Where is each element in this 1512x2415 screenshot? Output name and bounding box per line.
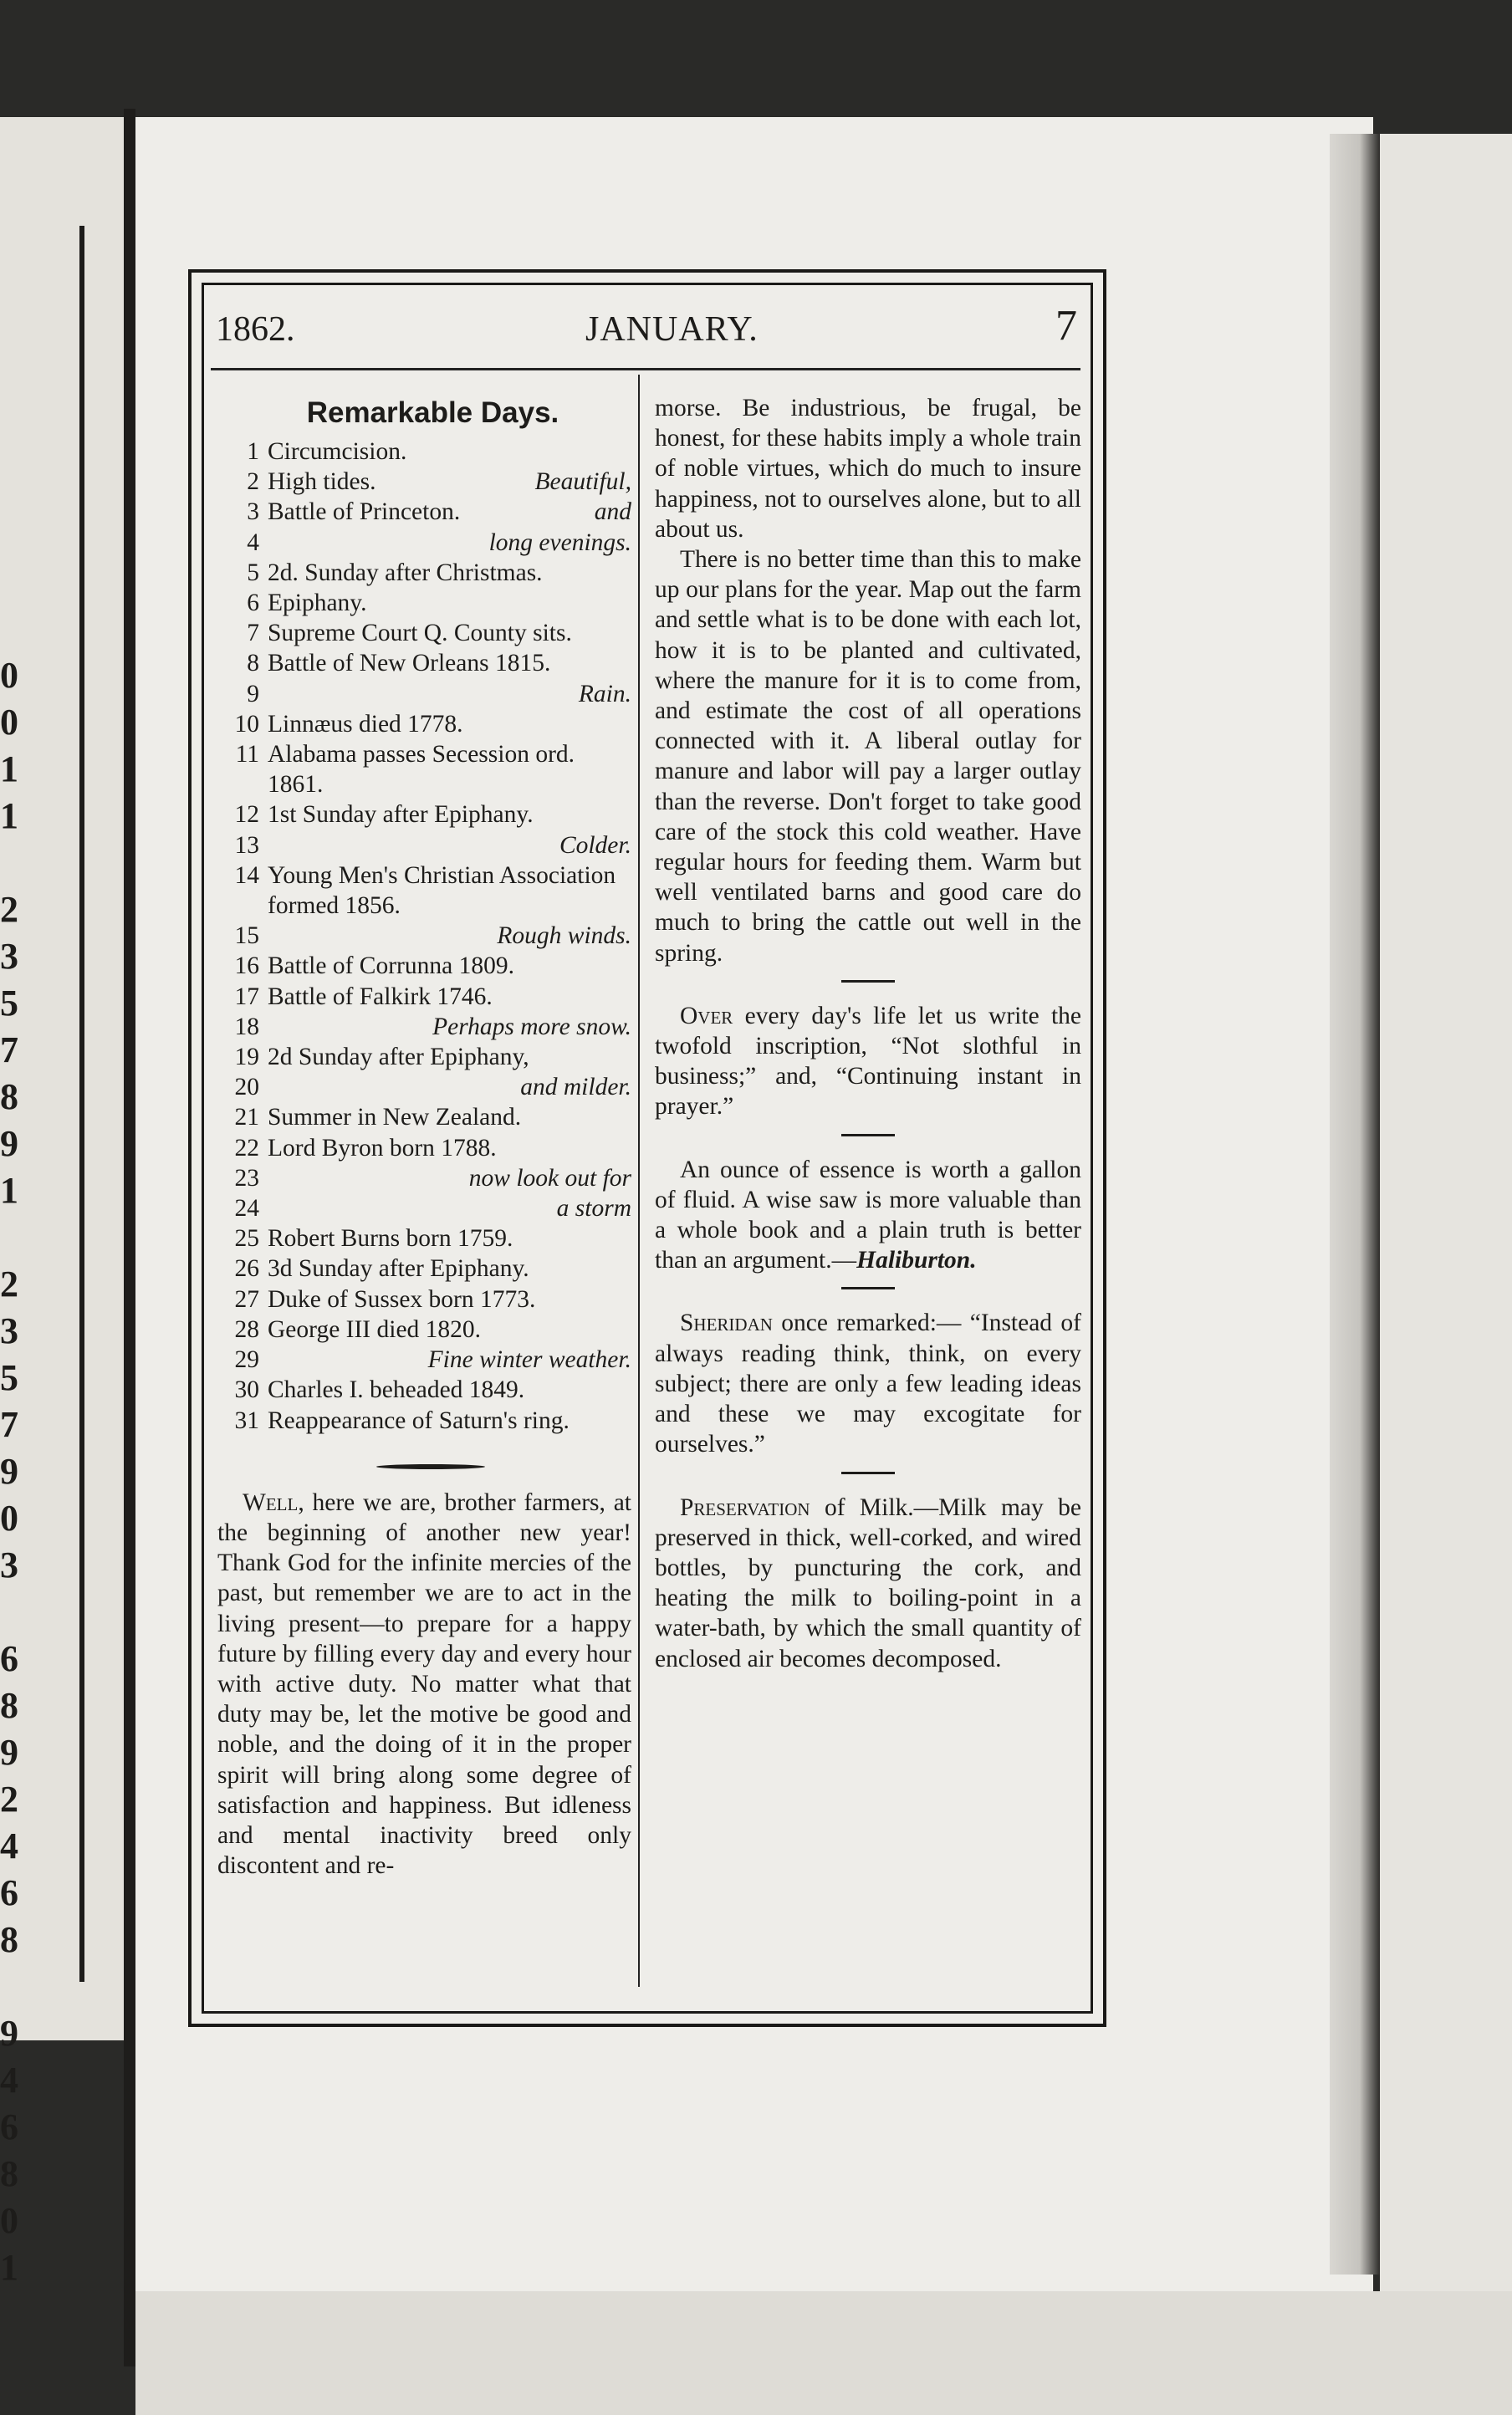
- facing-page-number: 1: [0, 795, 18, 836]
- remarkable-day-row: [217, 588, 631, 618]
- day-event: Linnæus died 1778.: [268, 710, 463, 738]
- page-number: 7: [1055, 302, 1077, 350]
- item-ounce-author: Haliburton.: [856, 1247, 977, 1274]
- header-year: 1862.: [216, 310, 295, 349]
- facing-page-number: [0, 840, 33, 886]
- item-milk: [655, 1493, 1081, 1674]
- day-event: 3d Sunday after Epiphany.: [268, 1255, 529, 1283]
- day-event: High tides. Beautiful,: [268, 467, 631, 497]
- remarkable-day-row: [217, 951, 631, 981]
- remarkable-day-row: [217, 1193, 631, 1223]
- remarkable-day-row: [217, 921, 631, 951]
- day-number: 21: [234, 1104, 259, 1131]
- right-column: [655, 393, 1081, 1674]
- facing-page-number: 8: [0, 1685, 18, 1726]
- day-number: 26: [234, 1255, 259, 1283]
- day-number: 8: [247, 650, 259, 677]
- facing-page-number: 0: [0, 2200, 18, 2241]
- item-sheridan-lead: Sheridan: [680, 1310, 773, 1337]
- facing-page-number: 9: [0, 2013, 18, 2054]
- day-event: Battle of Falkirk 1746.: [268, 983, 493, 1010]
- facing-page-number: 3: [0, 936, 18, 977]
- day-number: 6: [247, 590, 259, 617]
- remarkable-day-row: [217, 1163, 631, 1193]
- remarkable-day-row: [217, 799, 631, 830]
- day-number: 5: [247, 559, 259, 586]
- day-number: 7: [247, 620, 259, 647]
- day-weather: now look out for: [468, 1164, 631, 1192]
- essay-paragraph-2: There is no better time than this to make up our plans for the year. Map out the farm and settle what is to be done with each lot, how it is to be planted and cultivated, where the manure for it is to come from, and estimate the cost of all operations connected with it. A liberal outlay for manure and labor will pay a larger outlay than the reverse. Don't forget to take good care of the stock this cold weather. Have regular hours for feeding them. Warm but well ventilated barns and good care do much to bring the cattle out well in the spring.: [655, 546, 1081, 967]
- day-number: 29: [234, 1346, 259, 1374]
- day-number: 10: [234, 710, 259, 738]
- facing-page-number: 1: [0, 748, 18, 789]
- remarkable-day-row: [217, 982, 631, 1012]
- remarkable-day-row: [217, 1042, 631, 1072]
- remarkable-day-row: [217, 618, 631, 648]
- essay-paragraph: [217, 1488, 631, 1881]
- day-weather: Rain.: [578, 680, 631, 707]
- day-number: 28: [234, 1315, 259, 1343]
- essay-continued: morse. Be industrious, be frugal, be honest, for these habits imply a whole train of noble virtues, which do much to insure happiness, not to ourselves alone, but to all about us.: [655, 395, 1081, 543]
- remarkable-day-row: [217, 1315, 631, 1345]
- day-event: 2d Sunday after Epiphany,: [268, 1044, 529, 1071]
- day-event: Alabama passes Secession ord. 1861.: [268, 741, 575, 799]
- divider-rule: [841, 1134, 895, 1136]
- day-number: 9: [247, 680, 259, 707]
- remarkable-day-row: [217, 679, 631, 709]
- day-event: 2d. Sunday after Christmas.: [268, 559, 543, 586]
- facing-page-number: 2: [0, 889, 18, 930]
- remarkable-day-row: [217, 437, 631, 467]
- day-event: Reappearance of Saturn's ring.: [268, 1407, 570, 1434]
- item-sheridan-body: once remarked:— “Instead of always reading think, think, on every subject; there are only a few leading ideas and these we may excogitate for ourselves.”: [655, 1310, 1081, 1458]
- facing-page-number: 1: [0, 1170, 18, 1211]
- day-event: Battle of Princeton. and: [268, 497, 631, 527]
- day-event: Lord Byron born 1788.: [268, 1134, 497, 1162]
- day-event: Battle of Corrunna 1809.: [268, 952, 514, 980]
- day-event: Battle of New Orleans 1815.: [268, 650, 551, 677]
- facing-page-number: 2: [0, 1779, 18, 1820]
- item-milk-body: of Milk.—Milk may be preserved in thick, well-corked, and wired bottles, by puncturing the cork, and heating the milk to boiling-point in a water-bath, by which the small quantity of enclosed air becomes decomposed.: [655, 1493, 1082, 1672]
- facing-page-number: 9: [0, 1732, 18, 1773]
- facing-page-number: 8: [0, 1076, 18, 1117]
- day-number: 14: [234, 861, 259, 889]
- remarkable-day-row: [217, 1102, 631, 1132]
- day-event: 1st Sunday after Epiphany.: [268, 801, 534, 829]
- day-number: 23: [234, 1164, 259, 1192]
- facing-page-number: 5: [0, 1357, 18, 1398]
- facing-page-number: 6: [0, 2106, 18, 2147]
- facing-page-number: 2: [0, 1264, 18, 1305]
- remarkable-day-row: [217, 1406, 631, 1436]
- remarkable-days-title: Remarkable Days.: [306, 396, 559, 429]
- day-number: 16: [234, 952, 259, 980]
- facing-page-number: 6: [0, 1872, 18, 1913]
- day-number: 27: [234, 1285, 259, 1313]
- ornament-rule: [376, 1464, 485, 1469]
- header-rule: [211, 368, 1080, 370]
- facing-page-number: 4: [0, 1825, 18, 1866]
- day-event: Epiphany.: [268, 590, 367, 617]
- day-event: Circumcision.: [268, 438, 407, 465]
- remarkable-day-row: [217, 467, 631, 497]
- divider-rule: [841, 1472, 895, 1474]
- day-number: 22: [234, 1134, 259, 1162]
- day-number: 12: [234, 801, 259, 829]
- day-number: 17: [234, 983, 259, 1010]
- day-number: 30: [234, 1376, 259, 1404]
- day-number: 1: [247, 438, 259, 465]
- day-number: 13: [234, 831, 259, 859]
- divider-rule: [841, 980, 895, 983]
- day-weather: Fine winter weather.: [427, 1346, 631, 1374]
- item-ounce: [655, 1155, 1081, 1276]
- day-number: 31: [234, 1407, 259, 1434]
- facing-page-number: 3: [0, 1544, 18, 1585]
- remarkable-day-row: [217, 860, 631, 921]
- day-event: Robert Burns born 1759.: [268, 1225, 513, 1253]
- remarkable-day-row: [217, 1072, 631, 1102]
- day-weather: Perhaps more snow.: [432, 1013, 631, 1040]
- day-number: 18: [234, 1013, 259, 1040]
- day-event: Summer in New Zealand.: [268, 1104, 522, 1131]
- remarkable-day-row: [217, 830, 631, 860]
- remarkable-day-row: [217, 1284, 631, 1315]
- background-strip: [1380, 134, 1512, 2415]
- facing-page-number: 3: [0, 1310, 18, 1351]
- day-number: 25: [234, 1225, 259, 1253]
- day-number: 4: [247, 528, 259, 556]
- remarkable-days-list: [217, 437, 631, 1436]
- facing-page-number: 0: [0, 1498, 18, 1539]
- day-event: George III died 1820.: [268, 1315, 482, 1343]
- facing-page-number: [0, 1589, 33, 1636]
- day-number: 15: [234, 922, 259, 950]
- bottom-strip: [135, 2291, 1512, 2415]
- remarkable-day-row: [217, 739, 631, 799]
- divider-rule: [841, 1287, 895, 1289]
- day-event: Young Men's Christian Association formed 1856.: [268, 861, 616, 920]
- day-number: 19: [234, 1044, 259, 1071]
- left-column: [217, 393, 631, 1881]
- page-edge: [1330, 134, 1380, 2275]
- facing-page-number: 7: [0, 1029, 18, 1070]
- facing-page-number: 4: [0, 2060, 18, 2101]
- day-weather: Colder.: [559, 831, 631, 859]
- day-weather: and milder.: [520, 1074, 631, 1101]
- item-over: [655, 1001, 1081, 1122]
- remarkable-day-row: [217, 709, 631, 739]
- column-divider: [638, 375, 640, 1987]
- day-weather: Beautiful,: [534, 468, 631, 496]
- facing-page-number: 0: [0, 655, 18, 696]
- facing-page-number: 6: [0, 1638, 18, 1679]
- item-over-body: every day's life let us write the twofold inscription, “Not slothful in business;” and, “Continuing instant in prayer.”: [655, 1002, 1082, 1121]
- facing-page-number: 8: [0, 2153, 18, 2194]
- remarkable-day-row: [217, 648, 631, 678]
- facing-page-number: 9: [0, 1451, 18, 1492]
- item-ounce-body: An ounce of essence is worth a gallon of fluid. A wise saw is more valuable than a whole book and a plain truth is better than an argument.—: [655, 1156, 1081, 1274]
- facing-page-number: 7: [0, 1404, 18, 1445]
- item-milk-lead: Preservation: [680, 1493, 810, 1521]
- day-weather: and: [594, 498, 631, 526]
- essay-lead: Well,: [243, 1488, 304, 1516]
- facing-page-number: [0, 1963, 33, 2010]
- remarkable-day-row: [217, 1345, 631, 1375]
- item-sheridan: [655, 1308, 1081, 1459]
- remarkable-day-row: [217, 1133, 631, 1163]
- facing-page-number: 1: [0, 2247, 18, 2288]
- day-number: 2: [247, 468, 259, 496]
- header-month: JANUARY.: [585, 310, 759, 349]
- day-number: 24: [234, 1195, 259, 1223]
- day-event: Duke of Sussex born 1773.: [268, 1285, 536, 1313]
- facing-page-number: 0: [0, 702, 18, 743]
- facing-page-number: 8: [0, 1919, 18, 1960]
- remarkable-day-row: [217, 497, 631, 527]
- day-weather: a storm: [556, 1195, 631, 1223]
- item-over-lead: Over: [680, 1002, 733, 1029]
- facing-page-number: [0, 1214, 33, 1261]
- facing-page-numbers: [0, 652, 33, 2291]
- essay-body: here we are, brother farmers, at the beginning of another new year! Thank God for the infinite mercies of the past, but remember we are to act in the living present—to prepare for a happy future by filling every day and every hour with active duty. No matter what that duty may be, let the motive be good and noble, and the doing of it in the proper spirit will bring along some degree of satisfaction and happiness. But idleness and mental inactivity breed only discontent and re-: [217, 1488, 632, 1880]
- day-number: 20: [234, 1074, 259, 1101]
- facing-page-border: [79, 226, 84, 1982]
- remarkable-day-row: [217, 528, 631, 558]
- remarkable-day-row: [217, 1375, 631, 1405]
- day-weather: Rough winds.: [497, 922, 631, 950]
- day-weather: long evenings.: [488, 528, 631, 556]
- remarkable-day-row: [217, 1223, 631, 1253]
- day-event: Supreme Court Q. County sits.: [268, 620, 572, 647]
- day-number: 11: [235, 741, 259, 768]
- facing-page-number: 5: [0, 983, 18, 1024]
- book-gutter: [124, 109, 135, 2366]
- remarkable-day-row: [217, 558, 631, 588]
- facing-page-number: 9: [0, 1123, 18, 1164]
- remarkable-day-row: [217, 1253, 631, 1284]
- day-event: Charles I. beheaded 1849.: [268, 1376, 525, 1404]
- remarkable-day-row: [217, 1012, 631, 1042]
- day-number: 3: [247, 498, 259, 526]
